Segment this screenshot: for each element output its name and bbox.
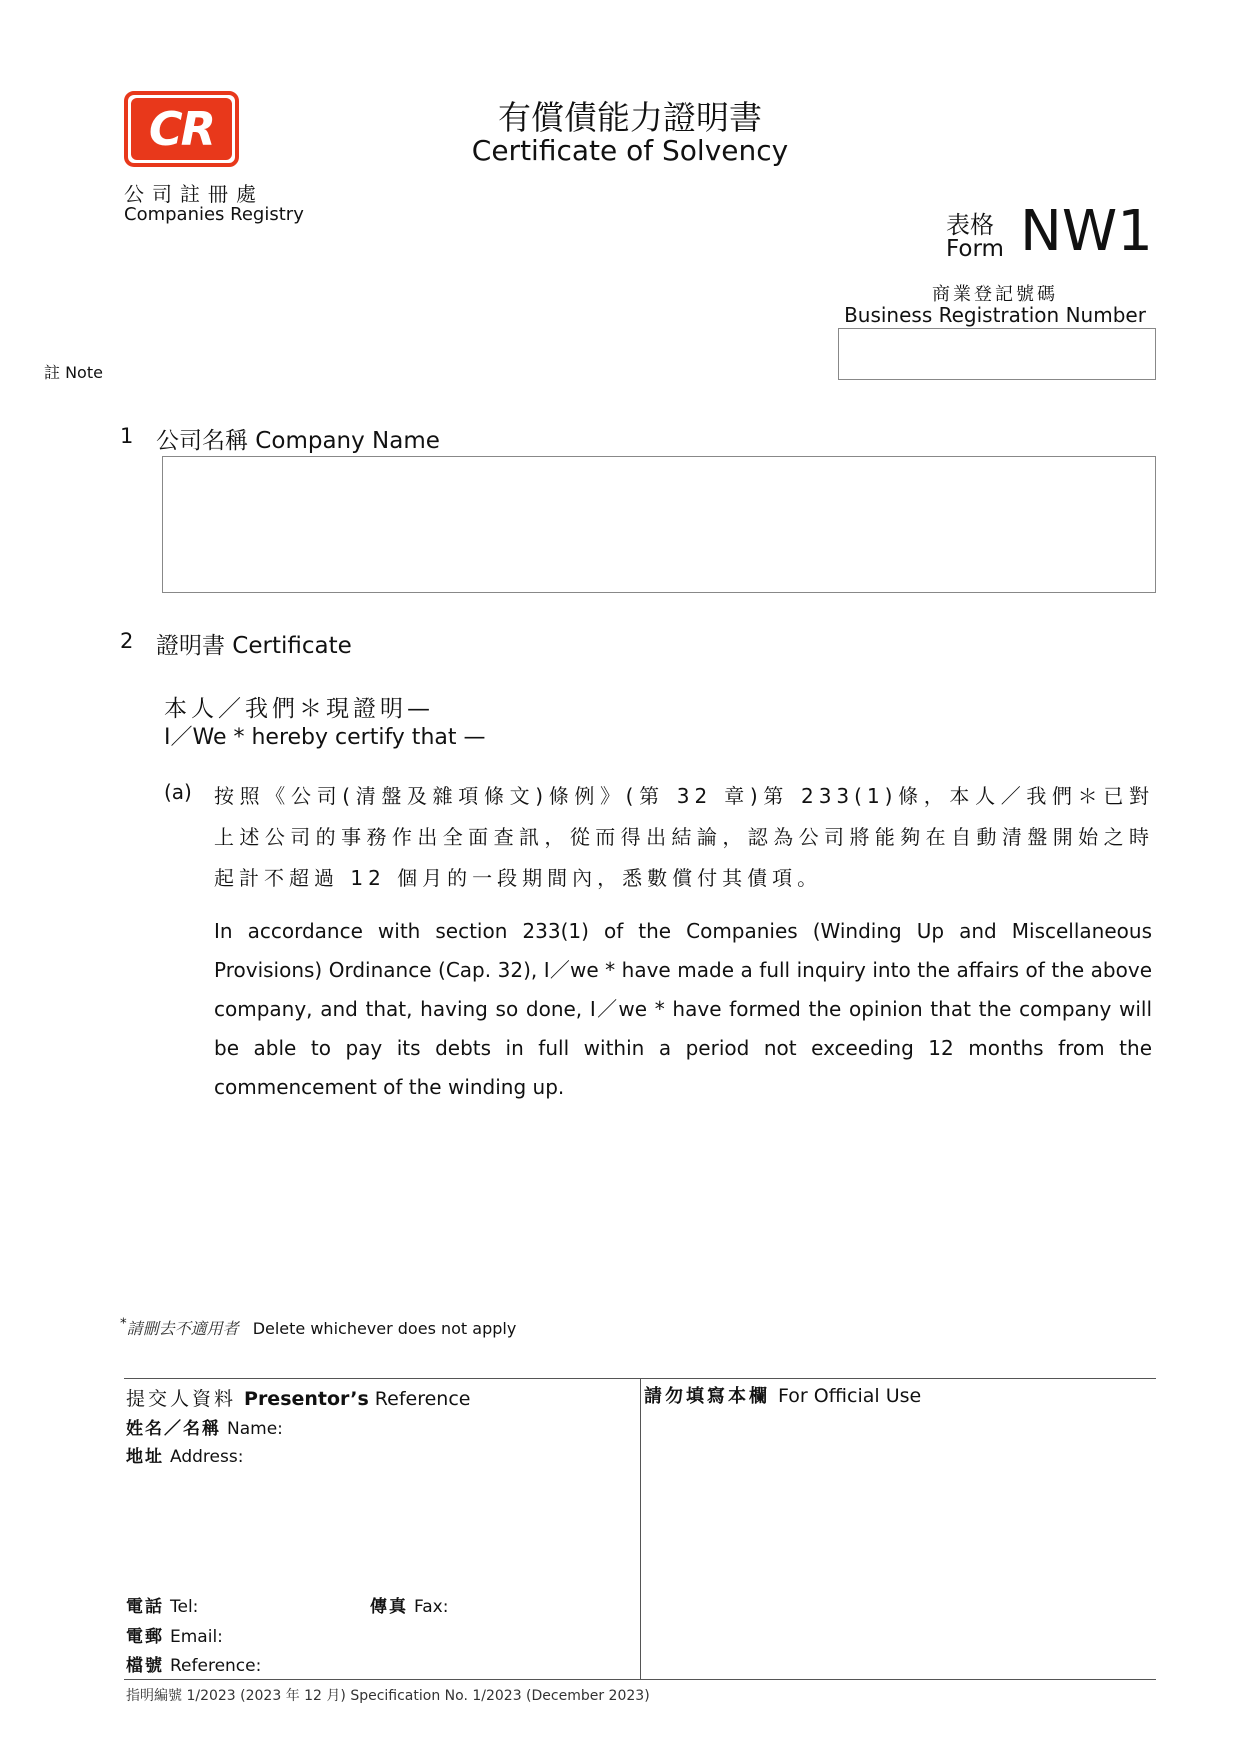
registry-name-en: Companies Registry xyxy=(124,204,304,225)
table-divider xyxy=(640,1378,641,1680)
form-title-en: Certificate of Solvency xyxy=(471,134,789,167)
footnote-star: * xyxy=(120,1316,127,1332)
presentor-reference-en: Reference: xyxy=(170,1656,262,1676)
presentor-tel-field[interactable] xyxy=(126,1592,198,1617)
certify-intro-en: I／We * hereby certify that — xyxy=(164,725,486,750)
presentor-fax-field[interactable] xyxy=(370,1592,448,1617)
presentor-address-zh: 地址 xyxy=(126,1447,164,1467)
presentor-tel-zh: 電話 xyxy=(126,1597,164,1617)
presentor-email-en: Email: xyxy=(170,1627,223,1647)
presentor-tel-en: Tel: xyxy=(170,1597,199,1617)
official-use-zh: 請勿填寫本欄 xyxy=(644,1386,770,1407)
item-a-text-zh: 按照《公司(清盤及雜項條文)條例》(第 32 章)第 233(1)條，本人／我們＊已對上述公司的事務作出全面查訊，從而得出結論，認為公司將能夠在自動清盤開始之時起計不超過 12 個月的一段期間內，悉數償付其債項。 xyxy=(214,784,1154,890)
company-name-box[interactable] xyxy=(162,456,1156,593)
presentor-title-bold: Presentor’s xyxy=(244,1388,369,1410)
presentor-address-field[interactable] xyxy=(126,1442,243,1467)
cr-logo-badge xyxy=(131,98,232,160)
form-label-zh: 表格 xyxy=(946,211,994,239)
certify-intro-zh: 本人／我們＊現證明— xyxy=(164,696,434,722)
brn-label-zh: 商業登記號碼 xyxy=(932,284,1058,305)
section-1-title: 公司名稱 Company Name xyxy=(156,428,440,454)
official-use-en: For Official Use xyxy=(778,1385,922,1407)
presentor-address-en: Address: xyxy=(170,1447,244,1467)
form-title-zh: 有償債能力證明書 xyxy=(498,98,762,137)
presentor-email-field[interactable] xyxy=(126,1622,223,1647)
item-a-label: (a) xyxy=(164,780,192,804)
brn-input-box[interactable] xyxy=(838,328,1156,380)
footnote-zh: 請刪去不適用者 xyxy=(126,1319,239,1338)
section-2-title: 證明書 Certificate xyxy=(156,633,352,659)
presentor-title-zh: 提交人資料 xyxy=(126,1388,237,1410)
section-2-number: 2 xyxy=(120,629,134,653)
presentor-title-rest: Reference xyxy=(374,1388,471,1410)
note-label: 註 Note xyxy=(44,363,103,382)
cr-logo-text: CR xyxy=(148,102,215,156)
brn-label-en: Business Registration Number xyxy=(844,303,1146,327)
cr-logo xyxy=(124,91,239,167)
presentor-name-en: Name: xyxy=(227,1419,283,1439)
presentor-title xyxy=(126,1384,470,1411)
item-a-text-en: In accordance with section 233(1) of the Companies (Winding Up and Miscellaneous Provisions) Ordinance (Cap. 32), I／we * have made a full inquiry into the affairs of the above company, and that, having so done, I／we * have formed the opinion that the company will be able to pay its debts in full within a period not exceeding 12 months from the commencement of the winding up. xyxy=(214,919,1152,1099)
specification-note: 指明編號 1/2023 (2023 年 12 月) Specification No. 1/2023 (December 2023) xyxy=(126,1688,650,1704)
presentor-reference-zh: 檔號 xyxy=(126,1656,164,1676)
form-id: NW1 xyxy=(1020,199,1153,264)
footnote xyxy=(120,1316,516,1339)
presentor-fax-zh: 傳真 xyxy=(370,1597,408,1617)
footnote-en: Delete whichever does not apply xyxy=(252,1319,517,1338)
table-bottom-rule xyxy=(124,1679,1156,1680)
presentor-name-field[interactable] xyxy=(126,1414,283,1439)
presentor-fax-en: Fax: xyxy=(414,1597,449,1617)
presentor-email-zh: 電郵 xyxy=(126,1627,164,1647)
presentor-name-zh: 姓名／名稱 xyxy=(126,1419,221,1439)
presentor-reference-field[interactable] xyxy=(126,1651,261,1676)
official-use-title xyxy=(644,1382,921,1408)
section-1-number: 1 xyxy=(120,424,134,448)
registry-name-zh: 公司註冊處 xyxy=(124,182,264,206)
form-label-en: Form xyxy=(946,236,1004,262)
